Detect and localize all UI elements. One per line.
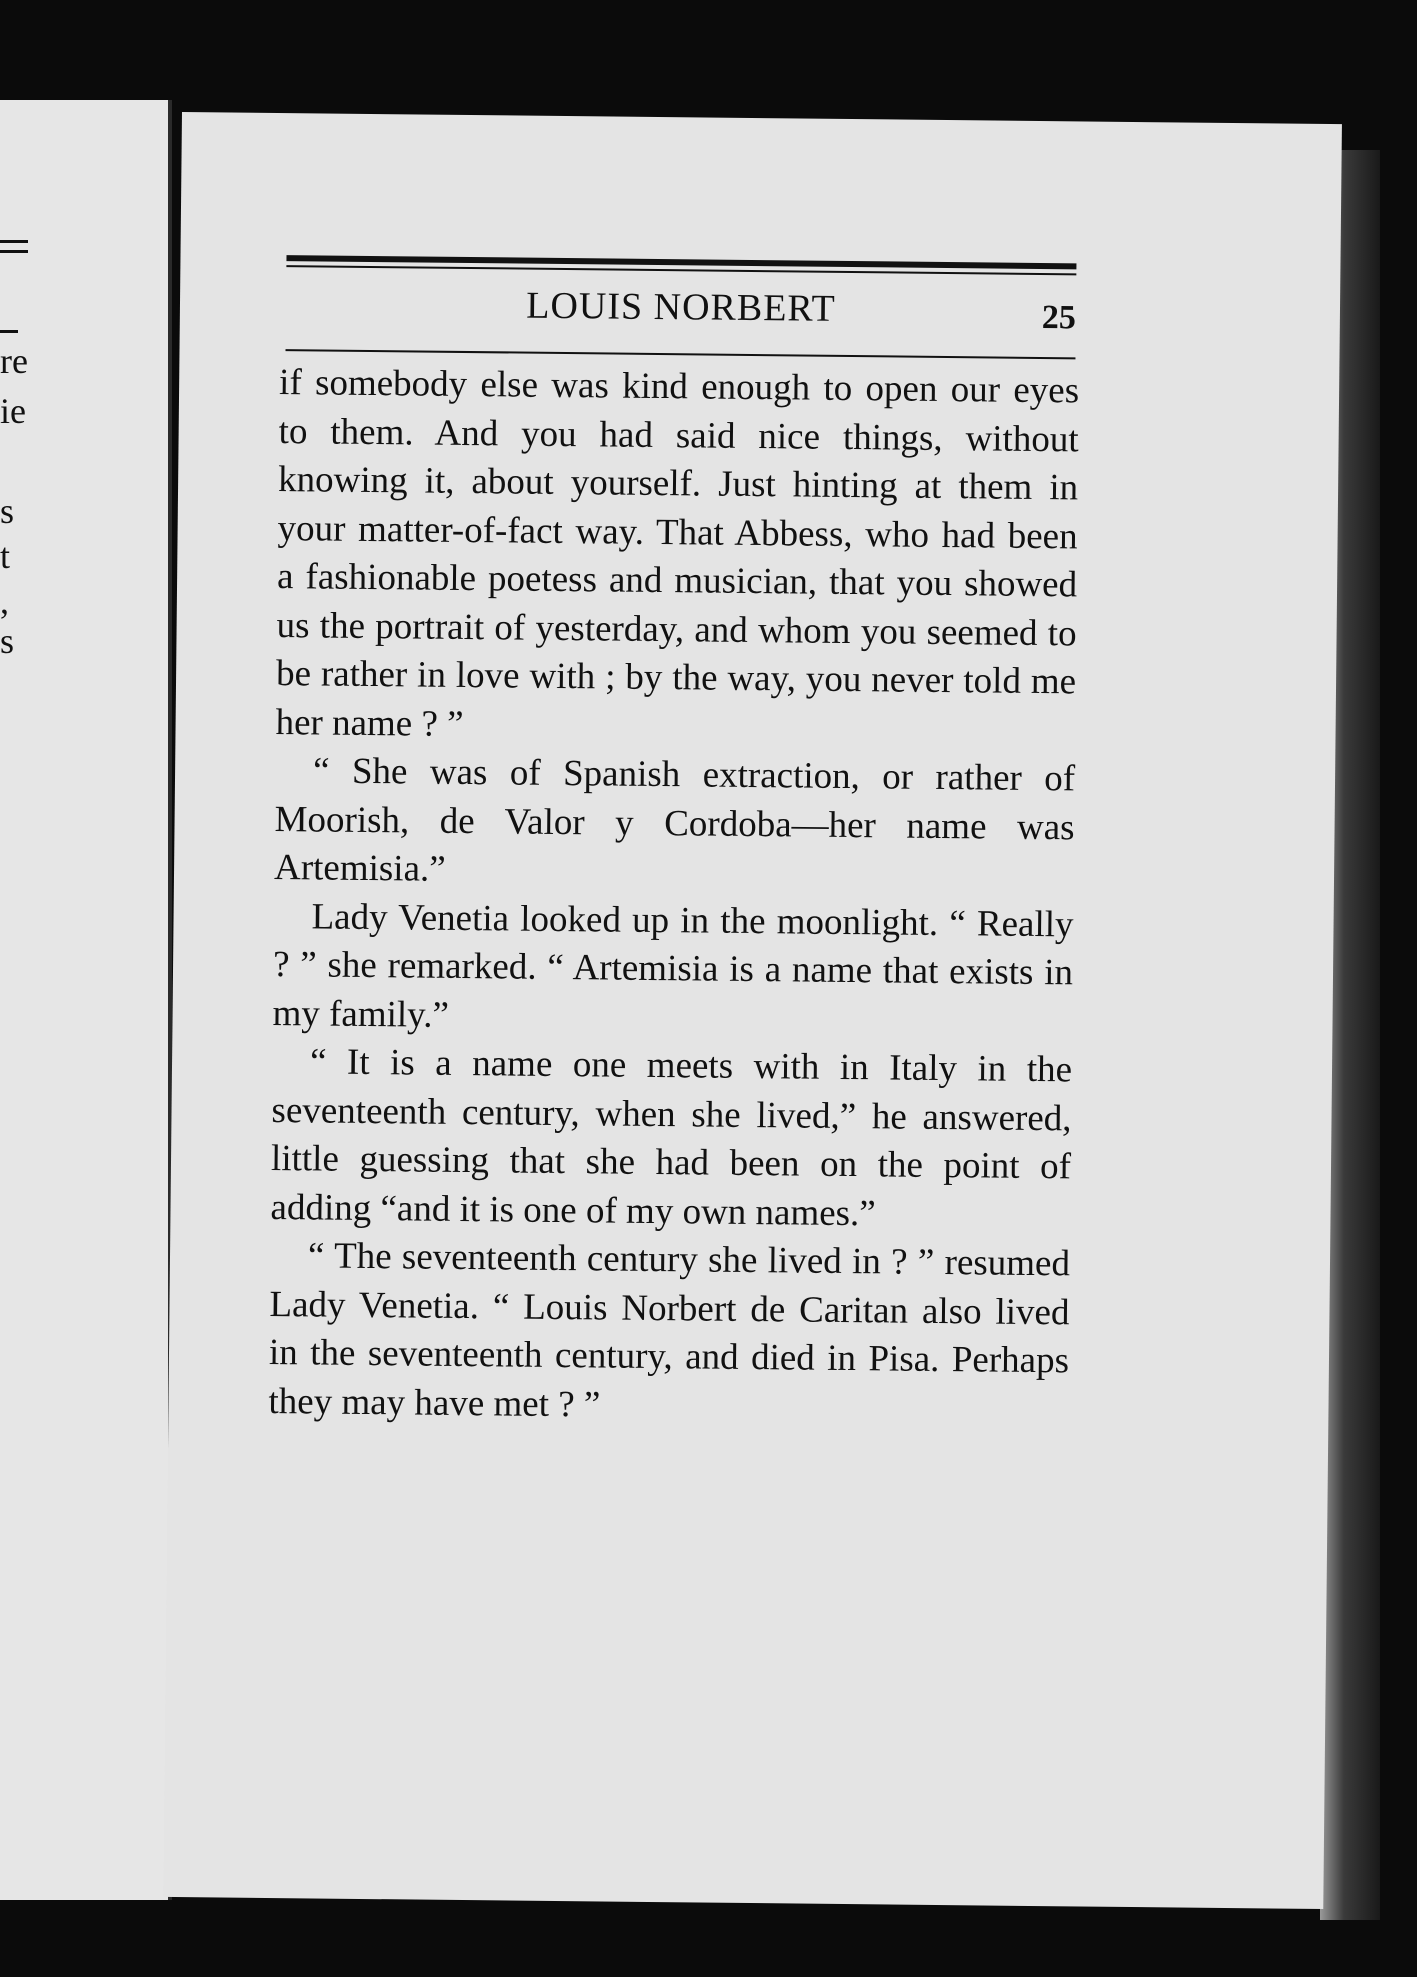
running-title: LOUIS NORBERT: [526, 284, 836, 330]
header-underline: [286, 349, 1076, 359]
left-page-rule: [0, 250, 28, 253]
paragraph: if somebody else was kind enough to open our eyes to them. And you had said nice things, without knowing it, about yourself. Just hinting at them in your matter-of-fact way. That Abbess, who had been a fashionable poetess and musician, that you showed us the portrait of yesterday, and whom you seemed to be rather in love with ; by the way, you never told me her name ? ”: [275, 362, 1080, 745]
left-page-rule: [0, 330, 18, 333]
body-text: [268, 359, 1079, 1434]
left-facing-page: [0, 100, 172, 1900]
paragraph: “ The seventeenth century she lived in ? ” resumed Lady Venetia. “ Louis Norbert de Caritan also lived in the seventeenth century, and died in Pisa. Perhaps they may have met ? ”: [268, 1235, 1071, 1425]
left-page-rule: [0, 240, 28, 243]
left-page-fragment: ie: [0, 391, 26, 431]
left-page-fragment: re: [0, 341, 28, 381]
paragraph: “ She was of Spanish extraction, or rather of Moorish, de Valor y Cordoba—her name was Artemisia.”: [273, 750, 1076, 890]
left-page-fragment: t: [0, 536, 11, 576]
header-rules: [286, 255, 1076, 275]
left-page-fragment: ,: [0, 581, 9, 621]
left-page-fragment: s: [0, 491, 15, 531]
running-head: [286, 281, 1077, 349]
paragraph: “ It is a name one meets with in Italy in the seventeenth century, when she lived,” he answered, little guessing that she had been on the point of adding “and it is one of my own names.”: [270, 1041, 1073, 1234]
paragraph: Lady Venetia looked up in the moonlight. “ Really ? ” she remarked. “ Artemisia is a name that exists in my family.”: [272, 895, 1074, 1036]
left-page-fragment: s: [0, 621, 15, 661]
page-number: 25: [1041, 299, 1077, 337]
book-page: [163, 112, 1342, 1909]
